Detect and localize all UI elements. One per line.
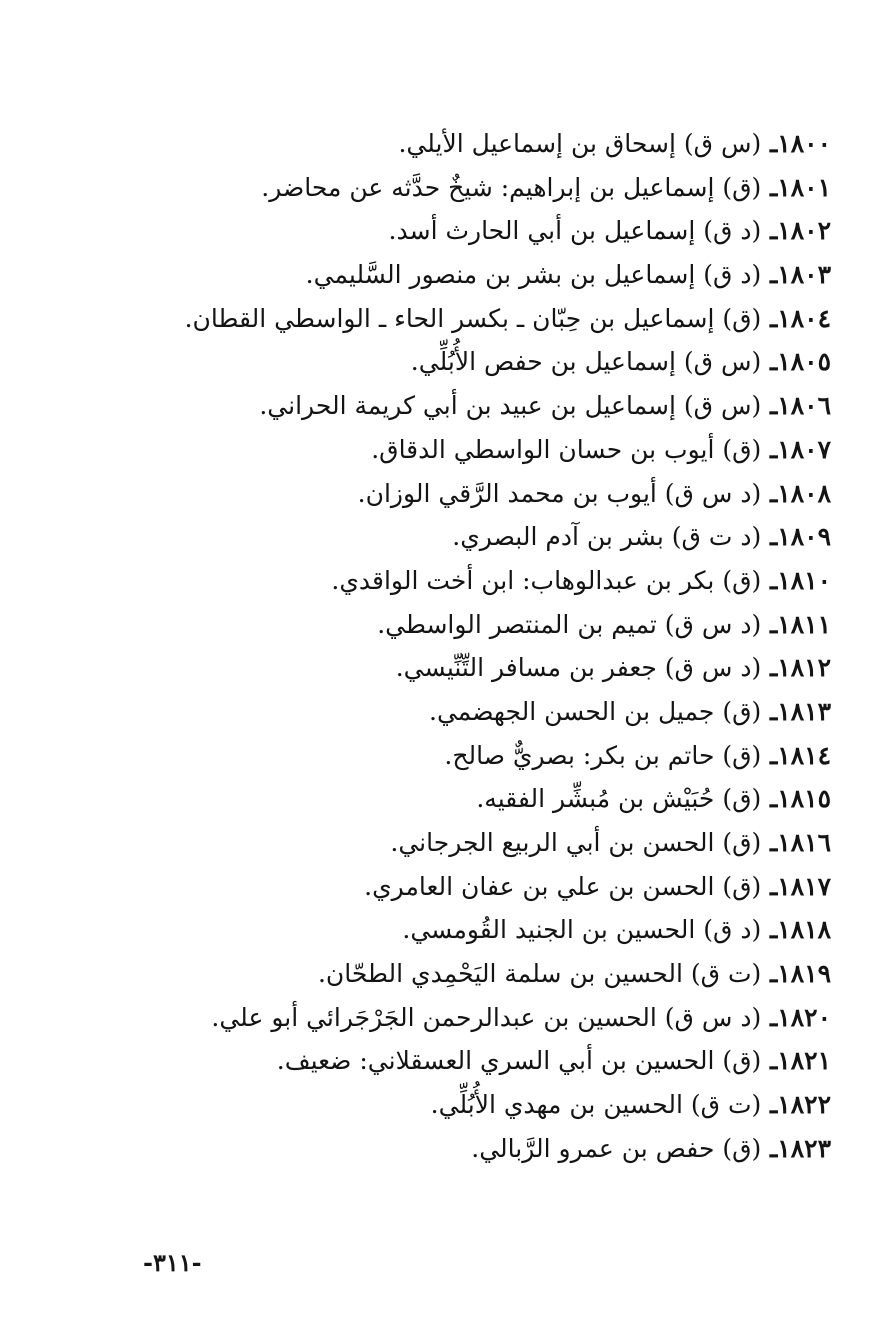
entry-separator: ـ: [761, 391, 778, 421]
entry-number: ١٨١٤: [777, 740, 831, 770]
list-item: [31, 166, 831, 210]
entry-number: ١٨٠٨: [777, 478, 831, 508]
entry-text: (ق) حفص بن عمرو الرَّبالي.: [471, 1133, 762, 1163]
list-item: [31, 340, 831, 384]
entry-number: ١٨٠٧: [777, 434, 831, 464]
entry-list: [31, 122, 831, 1171]
entry-separator: ـ: [761, 1002, 778, 1032]
entry-separator: ـ: [761, 696, 778, 726]
entry-number: ١٨٢١: [777, 1046, 831, 1076]
entry-text: (د ق) إسماعيل بن أبي الحارث أسد.: [388, 216, 762, 246]
entry-number: ١٨٠٩: [777, 522, 831, 552]
entry-separator: ـ: [761, 740, 778, 770]
entry-text: (د س ق) الحسين بن عبدالرحمن الجَرْجَرائي أبو علي.: [211, 1002, 762, 1032]
list-item: [31, 821, 831, 865]
entry-number: ١٨٢٣: [777, 1133, 831, 1163]
entry-number: ١٨١٩: [777, 959, 831, 989]
entry-text: (ق) حُبَيْش بن مُبشِّر الفقيه.: [476, 784, 762, 814]
list-item: [31, 777, 831, 821]
entry-number: ١٨١٥: [777, 784, 831, 814]
entry-text: (ق) إسماعيل بن حِبّان ـ بكسر الحاء ـ الواسطي القطان.: [184, 303, 762, 333]
entry-number: ١٨٠٦: [777, 391, 831, 421]
entry-number: ١٨٠٣: [777, 260, 831, 290]
entry-text: (د ق) إسماعيل بن بشر بن منصور السَّليمي.: [305, 260, 762, 290]
entry-text: (ت ق) الحسين بن سلمة اليَحْمِدي الطحّان.: [317, 959, 762, 989]
entry-separator: ـ: [761, 1090, 778, 1120]
list-item: [31, 209, 831, 253]
entry-number: ١٨٠٤: [777, 303, 831, 333]
list-item: [31, 428, 831, 472]
entry-separator: ـ: [761, 828, 778, 857]
entry-separator: ـ: [761, 609, 778, 639]
list-item: [31, 515, 831, 559]
list-item: [31, 472, 831, 516]
list-item: [31, 297, 831, 341]
entry-separator: ـ: [761, 653, 778, 683]
list-item: [31, 559, 831, 603]
page-number: -٣١١-: [143, 1248, 202, 1277]
entry-separator: ـ: [761, 915, 778, 945]
entry-text: (ت ق) الحسين بن مهدي الأُبُلِّي.: [430, 1090, 762, 1120]
entry-text: (ق) جميل بن الحسن الجهضمي.: [429, 696, 762, 726]
entry-text: (ق) الحسن بن علي بن عفان العامري.: [364, 871, 762, 901]
entry-number: ١٨١٠: [777, 565, 831, 595]
list-item: [31, 952, 831, 996]
entry-text: (د ت ق) بشر بن آدم البصري.: [452, 522, 762, 552]
list-item: [31, 734, 831, 778]
entry-number: ١٨٠٥: [777, 347, 831, 377]
entry-number: ١٨٠١: [777, 172, 831, 202]
list-item: [31, 908, 831, 952]
entry-separator: ـ: [761, 303, 778, 333]
entry-number: ١٨٠٢: [777, 216, 831, 246]
list-item: [31, 384, 831, 428]
entry-separator: ـ: [761, 1133, 778, 1163]
entry-separator: ـ: [761, 172, 778, 202]
entry-text: (س ق) إسماعيل بن عبيد بن أبي كريمة الحراني.: [259, 391, 762, 421]
entry-text: (د ق) الحسين بن الجنيد القُومسي.: [402, 915, 762, 945]
list-item: [31, 1039, 831, 1083]
entry-number: ١٨١١: [777, 609, 831, 639]
entry-separator: ـ: [761, 478, 778, 508]
entry-text: (ق) الحسين بن أبي السري العسقلاني: ضعيف.: [276, 1046, 762, 1076]
entry-separator: ـ: [761, 434, 778, 464]
entry-text: (د س ق) تميم بن المنتصر الواسطي.: [377, 609, 762, 639]
entry-separator: ـ: [761, 216, 778, 246]
entry-number: ١٨١٧: [777, 871, 831, 901]
entry-separator: ـ: [761, 260, 778, 290]
entry-separator: ـ: [761, 784, 778, 814]
entry-number: ١٨٢٢: [777, 1090, 831, 1120]
entry-number: ١٨١٣: [777, 696, 831, 726]
list-item: [31, 1127, 831, 1171]
list-item: [31, 646, 831, 690]
entry-text: (ق) إسماعيل بن إبراهيم: شيخٌ حدَّثه عن محاضر.: [261, 172, 762, 202]
list-item: [31, 865, 831, 909]
entry-number: ١٨١٨: [777, 915, 831, 945]
entry-separator: ـ: [761, 565, 778, 595]
entry-number: ١٨٠٠: [777, 129, 831, 158]
list-item: [31, 996, 831, 1040]
list-item: [31, 690, 831, 734]
entry-separator: ـ: [761, 871, 778, 901]
list-item: [31, 253, 831, 297]
entry-separator: ـ: [761, 959, 778, 989]
list-item: [31, 603, 831, 647]
entry-text: (د س ق) أيوب بن محمد الرَّقي الوزان.: [357, 478, 762, 508]
entry-text: (س ق) إسحاق بن إسماعيل الأيلي.: [398, 129, 762, 158]
entry-text: (س ق) إسماعيل بن حفص الأُبُلِّي.: [410, 347, 762, 377]
entry-text: (ق) بكر بن عبدالوهاب: ابن أخت الواقدي.: [331, 565, 762, 595]
entry-text: (د س ق) جعفر بن مسافر التِّنِّيسي.: [395, 653, 762, 683]
entry-number: ١٨١٦: [777, 828, 831, 857]
entry-number: ١٨٢٠: [777, 1002, 831, 1032]
entry-separator: ـ: [761, 1046, 778, 1076]
entry-text: (ق) الحسن بن أبي الربيع الجرجاني.: [390, 828, 762, 857]
entry-number: ١٨١٢: [777, 653, 831, 683]
entry-separator: ـ: [761, 347, 778, 377]
list-item: [31, 122, 831, 166]
entry-separator: ـ: [761, 522, 778, 552]
entry-text: (ق) أيوب بن حسان الواسطي الدقاق.: [371, 434, 762, 464]
list-item: [31, 1083, 831, 1127]
entry-separator: ـ: [761, 129, 778, 158]
entry-text: (ق) حاتم بن بكر: بصريٌّ صالح.: [444, 740, 762, 770]
